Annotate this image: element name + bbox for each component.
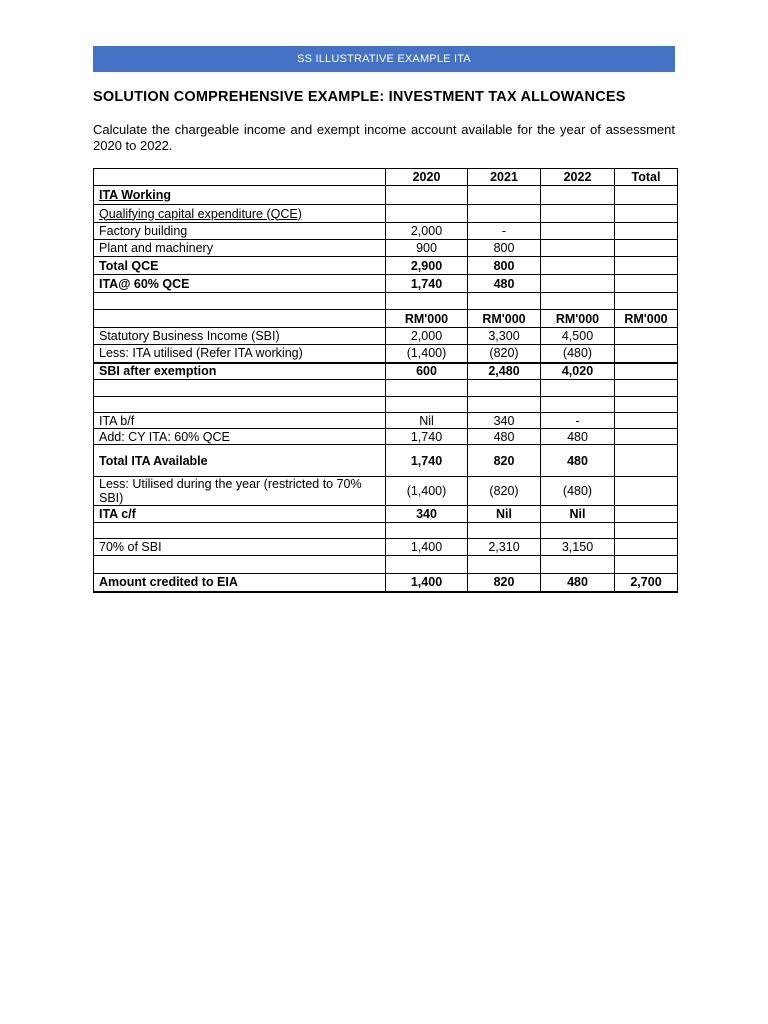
total-cell	[615, 363, 678, 380]
seventy-percent-sbi-row	[94, 539, 678, 556]
year-2020-cell: 1,740	[386, 445, 468, 477]
year-2021-cell: -	[468, 223, 541, 240]
ita-solution-table	[93, 168, 678, 593]
description-cell: Qualifying capital expenditure (QCE)	[94, 205, 386, 223]
year-2020-cell: 900	[386, 240, 468, 257]
year-2022-cell	[541, 240, 615, 257]
year-2020-cell	[386, 293, 468, 310]
description-cell: Less: ITA utilised (Refer ITA working)	[94, 345, 386, 363]
year-2020-cell: 340	[386, 506, 468, 523]
year-2022-cell: 480	[541, 574, 615, 592]
description-cell	[94, 380, 386, 397]
year-2022-cell: (480)	[541, 477, 615, 506]
year-2020-cell	[386, 397, 468, 413]
total-cell	[615, 293, 678, 310]
year-2021-cell: 2021	[468, 169, 541, 186]
sbi-row	[94, 328, 678, 345]
year-2021-cell: 2,310	[468, 539, 541, 556]
document-banner: SS ILLUSTRATIVE EXAMPLE ITA	[93, 46, 675, 72]
total-ita-available-row	[94, 445, 678, 477]
description-cell: Total QCE	[94, 257, 386, 275]
year-2020-cell: 2020	[386, 169, 468, 186]
description-cell: ITA b/f	[94, 413, 386, 429]
description-cell: Plant and machinery	[94, 240, 386, 257]
total-cell	[615, 429, 678, 445]
header-row	[94, 169, 678, 186]
description-cell: Amount credited to EIA	[94, 574, 386, 592]
year-2021-cell: 820	[468, 445, 541, 477]
total-cell	[615, 328, 678, 345]
year-2020-cell: (1,400)	[386, 477, 468, 506]
year-2021-cell: 480	[468, 275, 541, 293]
year-2022-cell	[541, 186, 615, 205]
description-cell: Factory building	[94, 223, 386, 240]
cy-ita-row	[94, 429, 678, 445]
total-cell	[615, 205, 678, 223]
year-2021-cell: 480	[468, 429, 541, 445]
description-cell: ITA Working	[94, 186, 386, 205]
qce-row	[94, 205, 678, 223]
description-cell: SBI after exemption	[94, 363, 386, 380]
year-2022-cell	[541, 523, 615, 539]
year-2020-cell	[386, 205, 468, 223]
total-cell	[615, 345, 678, 363]
year-2022-cell: -	[541, 413, 615, 429]
year-2021-cell: 3,300	[468, 328, 541, 345]
ita-60-row	[94, 275, 678, 293]
year-2021-cell	[468, 556, 541, 574]
total-cell	[615, 240, 678, 257]
blank-row	[94, 523, 678, 539]
year-2020-cell: 1,740	[386, 275, 468, 293]
total-cell: RM'000	[615, 310, 678, 328]
year-2021-cell	[468, 293, 541, 310]
description-cell	[94, 556, 386, 574]
total-cell	[615, 413, 678, 429]
total-qce-row	[94, 257, 678, 275]
currency-row	[94, 310, 678, 328]
year-2021-cell: RM'000	[468, 310, 541, 328]
year-2021-cell: 2,480	[468, 363, 541, 380]
year-2020-cell: Nil	[386, 413, 468, 429]
year-2021-cell: 340	[468, 413, 541, 429]
year-2022-cell: RM'000	[541, 310, 615, 328]
sbi-after-exemption-row	[94, 363, 678, 380]
total-cell	[615, 380, 678, 397]
year-2020-cell: RM'000	[386, 310, 468, 328]
year-2020-cell: (1,400)	[386, 345, 468, 363]
year-2020-cell	[386, 523, 468, 539]
year-2022-cell: 480	[541, 429, 615, 445]
year-2021-cell: Nil	[468, 506, 541, 523]
total-cell	[615, 523, 678, 539]
year-2021-cell	[468, 397, 541, 413]
year-2021-cell: 800	[468, 240, 541, 257]
total-cell: Total	[615, 169, 678, 186]
blank-row	[94, 556, 678, 574]
year-2021-cell: 800	[468, 257, 541, 275]
year-2021-cell	[468, 380, 541, 397]
year-2020-cell: 2,000	[386, 328, 468, 345]
description-cell	[94, 523, 386, 539]
description-cell: Statutory Business Income (SBI)	[94, 328, 386, 345]
blank-row	[94, 397, 678, 413]
description-cell	[94, 310, 386, 328]
blank-row	[94, 293, 678, 310]
year-2022-cell	[541, 275, 615, 293]
description-cell	[94, 293, 386, 310]
plant-machinery-row	[94, 240, 678, 257]
year-2022-cell: 3,150	[541, 539, 615, 556]
page-title: SOLUTION COMPREHENSIVE EXAMPLE: INVESTMENT TAX ALLOWANCES	[93, 89, 626, 105]
year-2020-cell: 1,400	[386, 574, 468, 592]
year-2021-cell: 820	[468, 574, 541, 592]
description-cell: Less: Utilised during the year (restricted to 70% SBI)	[94, 477, 386, 506]
ita-cf-row	[94, 506, 678, 523]
year-2020-cell: 600	[386, 363, 468, 380]
year-2022-cell	[541, 205, 615, 223]
description-cell: ITA c/f	[94, 506, 386, 523]
year-2022-cell	[541, 293, 615, 310]
year-2022-cell	[541, 397, 615, 413]
year-2021-cell: (820)	[468, 345, 541, 363]
total-cell	[615, 477, 678, 506]
year-2020-cell: 2,000	[386, 223, 468, 240]
blank-row	[94, 380, 678, 397]
total-cell	[615, 556, 678, 574]
ita-utilised-row	[94, 345, 678, 363]
total-cell	[615, 275, 678, 293]
description-cell: Add: CY ITA: 60% QCE	[94, 429, 386, 445]
year-2020-cell	[386, 556, 468, 574]
year-2022-cell: (480)	[541, 345, 615, 363]
year-2022-cell: 4,020	[541, 363, 615, 380]
description-cell: 70% of SBI	[94, 539, 386, 556]
total-cell: 2,700	[615, 574, 678, 592]
year-2022-cell: Nil	[541, 506, 615, 523]
total-cell	[615, 506, 678, 523]
year-2022-cell	[541, 380, 615, 397]
description-cell	[94, 169, 386, 186]
year-2020-cell	[386, 380, 468, 397]
factory-building-row	[94, 223, 678, 240]
year-2022-cell	[541, 257, 615, 275]
year-2021-cell	[468, 186, 541, 205]
total-cell	[615, 186, 678, 205]
year-2022-cell: 2022	[541, 169, 615, 186]
year-2022-cell	[541, 223, 615, 240]
year-2021-cell	[468, 523, 541, 539]
year-2020-cell: 1,400	[386, 539, 468, 556]
year-2022-cell: 480	[541, 445, 615, 477]
total-cell	[615, 445, 678, 477]
year-2022-cell	[541, 556, 615, 574]
year-2020-cell: 1,740	[386, 429, 468, 445]
ita-working-row	[94, 186, 678, 205]
description-cell: ITA@ 60% QCE	[94, 275, 386, 293]
question-text: Calculate the chargeable income and exempt income account available for the year of assessment 2020 to 2022.	[93, 122, 675, 153]
description-cell: Total ITA Available	[94, 445, 386, 477]
year-2020-cell: 2,900	[386, 257, 468, 275]
description-cell	[94, 397, 386, 413]
total-cell	[615, 223, 678, 240]
year-2021-cell: (820)	[468, 477, 541, 506]
amount-credited-eia-row	[94, 574, 678, 592]
ita-bf-row	[94, 413, 678, 429]
total-cell	[615, 257, 678, 275]
total-cell	[615, 539, 678, 556]
year-2022-cell: 4,500	[541, 328, 615, 345]
utilised-during-year-row	[94, 477, 678, 506]
total-cell	[615, 397, 678, 413]
year-2021-cell	[468, 205, 541, 223]
year-2020-cell	[386, 186, 468, 205]
